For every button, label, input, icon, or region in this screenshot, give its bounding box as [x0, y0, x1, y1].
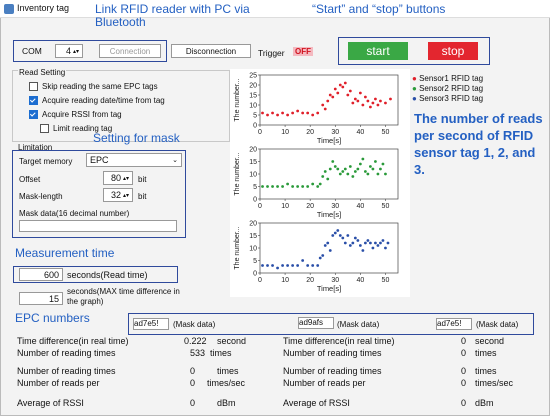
data-point: [296, 264, 299, 267]
plot-frame: [260, 223, 398, 273]
plot-frame: [260, 75, 398, 125]
reading-times-value-1: 533: [190, 348, 206, 358]
data-point: [339, 84, 342, 87]
chart-legend: [412, 74, 483, 104]
reading-times2-unit-2: times: [475, 366, 497, 376]
data-point: [356, 239, 359, 242]
y-tick-label: 10: [249, 171, 257, 179]
start-button[interactable]: start: [348, 42, 408, 60]
reading-times2-unit-1: times: [217, 366, 239, 376]
data-point: [301, 185, 304, 188]
data-point: [346, 94, 349, 97]
y-tick-label: 5: [253, 184, 257, 191]
stepper-arrows-icon[interactable]: ▴▾: [122, 175, 129, 182]
y-axis-label: The number...: [234, 78, 241, 122]
data-point: [384, 247, 387, 250]
data-point: [336, 168, 339, 171]
data-point: [336, 92, 339, 95]
skip-label: Skip reading the same EPC tags: [42, 82, 158, 91]
offset-unit: bit: [138, 175, 147, 184]
x-tick-label: 40: [356, 203, 365, 210]
limitation-title: Limitation: [18, 143, 53, 152]
acquire-date-checkbox[interactable]: [29, 96, 38, 105]
com-label: COM: [22, 46, 42, 56]
data-point: [387, 242, 390, 245]
mask-field-1-label: (Mask data): [173, 320, 216, 329]
mask-field-2-label: (Mask data): [337, 320, 380, 329]
data-point: [369, 242, 372, 245]
data-point: [301, 259, 304, 262]
data-point: [291, 264, 294, 267]
y-tick-label: 15: [249, 159, 257, 166]
data-point: [382, 239, 385, 242]
reading-times2-label-1: Number of reading times: [17, 366, 116, 376]
time-diff-unit-2: second: [475, 336, 505, 346]
reading-times2-value-2: 0: [461, 366, 467, 376]
data-point: [354, 98, 357, 101]
data-point: [321, 254, 324, 257]
rssi-unit-2: dBm: [475, 398, 494, 408]
x-tick-label: 50: [381, 129, 390, 136]
y-tick-label: 10: [249, 245, 257, 253]
mask-data-label: Mask data(16 decimal number): [19, 209, 130, 218]
data-point: [321, 175, 324, 178]
data-point: [341, 237, 344, 240]
y-tick-label: 20: [249, 220, 257, 228]
data-point: [379, 100, 382, 103]
data-point: [361, 249, 364, 252]
data-point: [316, 185, 319, 188]
y-axis-label: The number...: [234, 226, 241, 270]
reads-per-label-1: Number of reads per: [17, 378, 100, 388]
rssi-unit-1: dBm: [217, 398, 236, 408]
x-tick-label: 10: [281, 129, 289, 136]
limit-checkbox[interactable]: [40, 124, 49, 133]
data-point: [286, 183, 289, 186]
time-diff-value-2: 0: [461, 336, 467, 346]
read-time-input[interactable]: 600: [19, 268, 63, 281]
data-point: [369, 106, 372, 109]
data-point: [271, 264, 274, 267]
data-point: [291, 185, 294, 188]
x-tick-label: 0: [258, 277, 262, 284]
data-point: [382, 163, 385, 166]
app-icon: [4, 4, 14, 14]
x-tick-label: 30: [331, 129, 340, 136]
data-point: [329, 168, 332, 171]
data-point: [377, 244, 380, 247]
mask-field-1[interactable]: ad7e5!: [133, 318, 169, 330]
data-point: [364, 170, 367, 173]
data-point: [359, 244, 362, 247]
annotation-measurement: Measurement time: [15, 246, 115, 260]
y-tick-label: 5: [253, 258, 257, 265]
legend-item-sensor2: ● Sensor2 RFID tag: [412, 84, 484, 93]
target-memory-value: EPC: [90, 155, 109, 165]
y-axis-label: The number...: [234, 152, 241, 196]
y-tick-label: 0: [253, 270, 257, 278]
offset-value: 80: [110, 173, 121, 183]
data-point: [351, 242, 354, 245]
data-point: [261, 112, 264, 115]
y-tick-label: 15: [249, 233, 257, 240]
data-point: [266, 264, 269, 267]
x-tick-label: 40: [356, 129, 365, 136]
data-point: [261, 264, 264, 267]
limit-label: Limit reading tag: [53, 124, 113, 133]
data-point: [344, 82, 347, 85]
data-point: [349, 165, 352, 168]
x-tick-label: 20: [306, 203, 315, 210]
y-tick-label: 5: [253, 112, 257, 120]
data-point: [329, 94, 332, 97]
read-setting-title: Read Setting: [19, 68, 66, 77]
connection-button[interactable]: Connection: [99, 44, 161, 58]
data-point: [291, 112, 294, 115]
reading-times-label-2: Number of reading times: [283, 348, 382, 358]
reading-times-label-1: Number of reading times: [17, 348, 116, 358]
read-time-label: seconds(Read time): [67, 270, 148, 280]
data-point: [377, 104, 380, 107]
x-axis-label: Time[s]: [316, 136, 342, 145]
data-point: [266, 185, 269, 188]
data-point: [346, 173, 349, 176]
data-point: [326, 178, 329, 181]
trigger-status-badge: OFF: [295, 47, 311, 56]
data-point: [379, 242, 382, 245]
data-point: [364, 242, 367, 245]
data-point: [339, 234, 342, 237]
com-port-value: 4: [65, 46, 71, 56]
data-point: [331, 160, 334, 163]
data-point: [351, 102, 354, 105]
data-point: [364, 96, 367, 99]
mask-field-2[interactable]: ad9afs: [298, 317, 334, 329]
data-point: [321, 104, 324, 107]
data-point: [349, 244, 352, 247]
data-point: [324, 170, 327, 173]
window-title: Inventory tag: [17, 3, 70, 13]
y-tick-label: 20: [249, 146, 257, 154]
reads-per-unit-2: times/sec: [475, 378, 514, 388]
reads-per-unit-1: times/sec: [207, 378, 246, 388]
y-tick-label: 25: [249, 72, 257, 80]
reading-times-unit-1: times: [210, 348, 232, 358]
data-point: [271, 112, 274, 115]
data-point: [261, 185, 264, 188]
data-point: [372, 247, 375, 250]
y-tick-label: 10: [249, 102, 257, 110]
data-point: [372, 102, 375, 105]
stop-button[interactable]: stop: [428, 42, 478, 60]
data-point: [286, 114, 289, 117]
data-point: [331, 234, 334, 237]
annotation-start-stop: “Start” and “stop” buttons: [312, 2, 446, 16]
data-point: [319, 257, 322, 260]
data-point: [306, 185, 309, 188]
data-point: [334, 232, 337, 235]
mask-length-unit: bit: [138, 192, 147, 201]
y-tick-label: 0: [253, 196, 257, 204]
annotation-epc: EPC numbers: [15, 311, 90, 325]
legend-item-sensor1: ● Sensor1 RFID tag: [412, 74, 484, 83]
rssi-value-2: 0: [461, 398, 467, 408]
data-point: [369, 165, 372, 168]
data-point: [339, 173, 342, 176]
x-axis-label: Time[s]: [316, 210, 342, 219]
data-point: [374, 242, 377, 245]
acquire-rssi-checkbox[interactable]: [29, 110, 38, 119]
data-point: [366, 239, 369, 242]
x-tick-label: 20: [306, 129, 315, 136]
data-point: [351, 175, 354, 178]
offset-stepper[interactable]: [103, 171, 133, 185]
data-point: [361, 104, 364, 107]
data-point: [316, 112, 319, 115]
data-point: [276, 185, 279, 188]
time-diff-label-2: Time difference(in real time): [283, 336, 395, 346]
data-point: [281, 185, 284, 188]
mask-length-value: 32: [110, 190, 121, 200]
annotation-link: Link RFID reader with PC via Bluetooth: [95, 2, 250, 29]
data-point: [281, 112, 284, 115]
data-point: [311, 114, 314, 117]
data-point: [341, 170, 344, 173]
reading-times-unit-2: times: [475, 348, 497, 358]
data-point: [334, 88, 337, 91]
data-point: [319, 183, 322, 186]
data-point: [276, 114, 279, 117]
annotation-reads: The number of reads per second of RFID sensor tag 1, 2, and 3.: [414, 111, 543, 177]
data-point: [311, 183, 314, 186]
data-point: [356, 168, 359, 171]
disconnection-button[interactable]: Disconnection: [171, 44, 251, 58]
rssi-value-1: 0: [190, 398, 196, 408]
stepper-arrows-icon[interactable]: ▴▾: [72, 48, 79, 55]
data-point: [356, 100, 359, 103]
com-port-stepper[interactable]: [55, 44, 83, 58]
target-memory-label: Target memory: [19, 157, 73, 166]
data-point: [324, 244, 327, 247]
mask-field-3-label: (Mask data): [476, 320, 519, 329]
y-tick-label: 0: [253, 122, 257, 130]
x-tick-label: 30: [331, 203, 340, 210]
x-tick-label: 10: [281, 277, 289, 284]
data-point: [336, 229, 339, 232]
target-memory-select[interactable]: [86, 153, 182, 167]
data-point: [281, 264, 284, 267]
acquire-rssi-label: Acquire RSSI from tag: [42, 110, 122, 119]
x-tick-label: 0: [258, 203, 262, 210]
time-diff-label-1: Time difference(in real time): [17, 336, 129, 346]
reading-times-value-2: 0: [461, 348, 467, 358]
data-point: [334, 165, 337, 168]
data-point: [344, 168, 347, 171]
data-point: [266, 114, 269, 117]
data-point: [311, 264, 314, 267]
mask-length-label: Mask-length: [19, 192, 63, 201]
data-point: [276, 267, 279, 270]
data-point: [374, 98, 377, 101]
reads-per-value-1: 0: [190, 378, 196, 388]
reads-per-label-2: Number of reads per: [283, 378, 366, 388]
data-point: [377, 173, 380, 176]
data-point: [366, 173, 369, 176]
chart-panel: [230, 69, 410, 297]
x-tick-label: 50: [381, 277, 390, 284]
data-point: [379, 168, 382, 171]
sensor-charts: [230, 69, 410, 297]
data-point: [354, 170, 357, 173]
data-point: [329, 249, 332, 252]
rssi-label-2: Average of RSSI: [283, 398, 350, 408]
mask-data-input[interactable]: [19, 220, 177, 232]
legend-item-sensor3: ● Sensor3 RFID tag: [412, 94, 484, 103]
reads-per-value-2: 0: [461, 378, 467, 388]
time-diff-value-1: 0.222: [184, 336, 207, 346]
data-point: [324, 108, 327, 111]
mask-length-stepper[interactable]: [103, 188, 133, 202]
x-tick-label: 30: [331, 277, 340, 284]
data-point: [359, 92, 362, 95]
data-point: [359, 163, 362, 166]
y-tick-label: 15: [249, 92, 257, 100]
data-point: [361, 158, 364, 161]
x-tick-label: 20: [306, 277, 315, 284]
x-tick-label: 50: [381, 203, 390, 210]
x-tick-label: 40: [356, 277, 365, 284]
rssi-label-1: Average of RSSI: [17, 398, 84, 408]
trigger-label: Trigger: [258, 48, 285, 58]
chevron-down-icon: ⌄: [172, 157, 178, 164]
acquire-date-label: Acquire reading date/time from tag: [42, 96, 165, 105]
data-point: [316, 264, 319, 267]
data-point: [366, 100, 369, 103]
data-point: [389, 98, 392, 101]
data-point: [349, 90, 352, 93]
y-tick-label: 20: [249, 82, 257, 90]
data-point: [286, 264, 289, 267]
data-point: [301, 112, 304, 115]
reading-times2-value-1: 0: [190, 366, 196, 376]
data-point: [344, 242, 347, 245]
data-point: [271, 185, 274, 188]
data-point: [326, 100, 329, 103]
data-point: [326, 242, 329, 245]
reading-times2-label-2: Number of reading times: [283, 366, 382, 376]
data-point: [306, 112, 309, 115]
mask-field-3[interactable]: ad7e5!: [436, 318, 472, 330]
annotation-mask: Setting for mask: [93, 131, 180, 145]
data-point: [384, 102, 387, 105]
data-point: [372, 168, 375, 171]
data-point: [354, 237, 357, 240]
data-point: [331, 96, 334, 99]
max-time-diff-label: seconds(MAX time difference in the graph): [67, 287, 180, 306]
max-time-diff-input[interactable]: 15: [19, 292, 63, 305]
data-point: [384, 173, 387, 176]
offset-label: Offset: [19, 175, 41, 184]
data-point: [306, 264, 309, 267]
data-point: [346, 234, 349, 237]
data-point: [296, 185, 299, 188]
time-diff-unit-1: second: [217, 336, 247, 346]
stepper-arrows-icon[interactable]: ▴▾: [122, 192, 129, 199]
data-point: [374, 160, 377, 163]
data-point: [296, 110, 299, 113]
x-axis-label: Time[s]: [316, 284, 342, 293]
skip-checkbox[interactable]: [29, 82, 38, 91]
data-point: [341, 86, 344, 89]
x-tick-label: 0: [258, 129, 262, 136]
x-tick-label: 10: [281, 203, 289, 210]
